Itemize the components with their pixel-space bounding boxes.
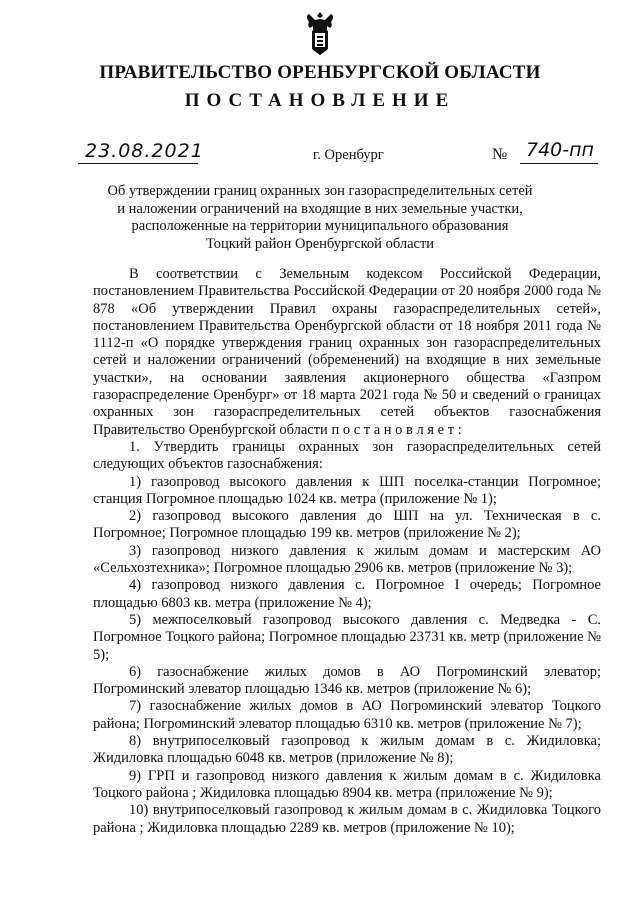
government-title: ПРАВИТЕЛЬСТВО ОРЕНБУРГСКОЙ ОБЛАСТИ: [99, 62, 541, 83]
resolves-word: п о с т а н о в л я е т :: [331, 421, 462, 438]
document-type: ПОСТАНОВЛЕНИЕ: [184, 90, 456, 111]
list-item: 4) газопровод низкого давления с. Погромное I очередь; Погромное площадью 6803 кв. метра (приложение № 4);: [93, 577, 601, 611]
list-item: 5) межпоселковый газопровод высокого давления с. Медведка - С. Погромное Тоцкого района; Погромное площадью 23731 кв. метр (приложение № 5);: [93, 611, 601, 663]
clause-1: 1. Утвердить границы охранных зон газораспределительных сетей следующих объектов газоснабжения:: [93, 438, 601, 473]
list-item: 7) газоснабжение жилых домов в АО Погроминский элеватор Тоцкого района; Погроминский элеватор площадью 6310 кв. метров (приложение № 7);: [93, 698, 601, 732]
list-item: 10) внутрипоселковый газопровод к жилым домам в с. Жидиловка Тоцкого района ; Жидиловка площадью 2289 кв. метров (приложение № 10);: [93, 802, 601, 836]
preamble-text: В соответствии с Земельным кодексом Российской Федерации, постановлением Правительства Российской Федерации от 20 ноября 2000 года № 878 «Об утверждении Правил охраны газораспределительных сетей», постановлением Правительства Оренбургской области от 18 ноября 2011 года № 1112-п «О порядке утверждения границ охранных зон газораспределительных сетей и наложении ограничений (обременений) на входящие в них земельные участки», на основании заявления акционерного общества «Газпром газораспределение Оренбург» от 18 марта 2021 года № 50 и сведений о границах охранных зон газораспределительных сетей объектов газоснабжения Правительство Оренбургской области: [93, 266, 601, 438]
number-underline: [520, 163, 598, 164]
decree-body: [93, 266, 601, 837]
decree-date: 23.08.2021: [85, 140, 204, 162]
decree-number: 740-пп: [526, 139, 594, 161]
subject-line: Тоцкий район Оренбургской области: [205, 235, 435, 252]
list-item: 3) газопровод низкого давления к жилым домам и мастерским АО «Сельхозтехника»; Погромное площадью 2906 кв. метров (приложение № 3);: [93, 542, 601, 577]
list-item: 9) ГРП и газопровод низкого давления к жилым домам в с. Жидиловка Тоцкого района ; Жидиловка площадью 8904 кв. метра (приложение № 9);: [93, 767, 601, 801]
subject-line: расположенные на территории муниципального образования: [131, 218, 509, 234]
preamble-paragraph: [93, 266, 601, 439]
city: г. Оренбург: [313, 147, 384, 163]
list-item: 8) внутрипоселковый газопровод к жилым домам в с. Жидиловка; Жидиловка площадью 6048 кв. метров (приложение № 8);: [93, 733, 601, 767]
list-item: 1) газопровод высокого давления к ШП поселка-станции Погромное; станция Погромное площадью 1024 кв. метра (приложение № 1);: [93, 473, 601, 507]
date-underline: [78, 163, 198, 164]
subject-line: и наложении ограничений на входящие в них земельные участки,: [117, 200, 523, 217]
number-label: №: [492, 146, 508, 163]
coat-of-arms-icon: [303, 10, 337, 56]
list-item: 2) газопровод высокого давления до ШП на ул. Техническая в с. Погромное; Погромное площадью 199 кв. метров (приложение № 2);: [93, 508, 601, 542]
decree-subject: [60, 183, 580, 253]
list-item: 6) газоснабжение жилых домов в АО Погроминский элеватор; Погроминский элеватор площадью 1346 кв. метров (приложение № 6);: [93, 663, 601, 698]
subject-line: Об утверждении границ охранных зон газораспределительных сетей: [107, 183, 533, 199]
